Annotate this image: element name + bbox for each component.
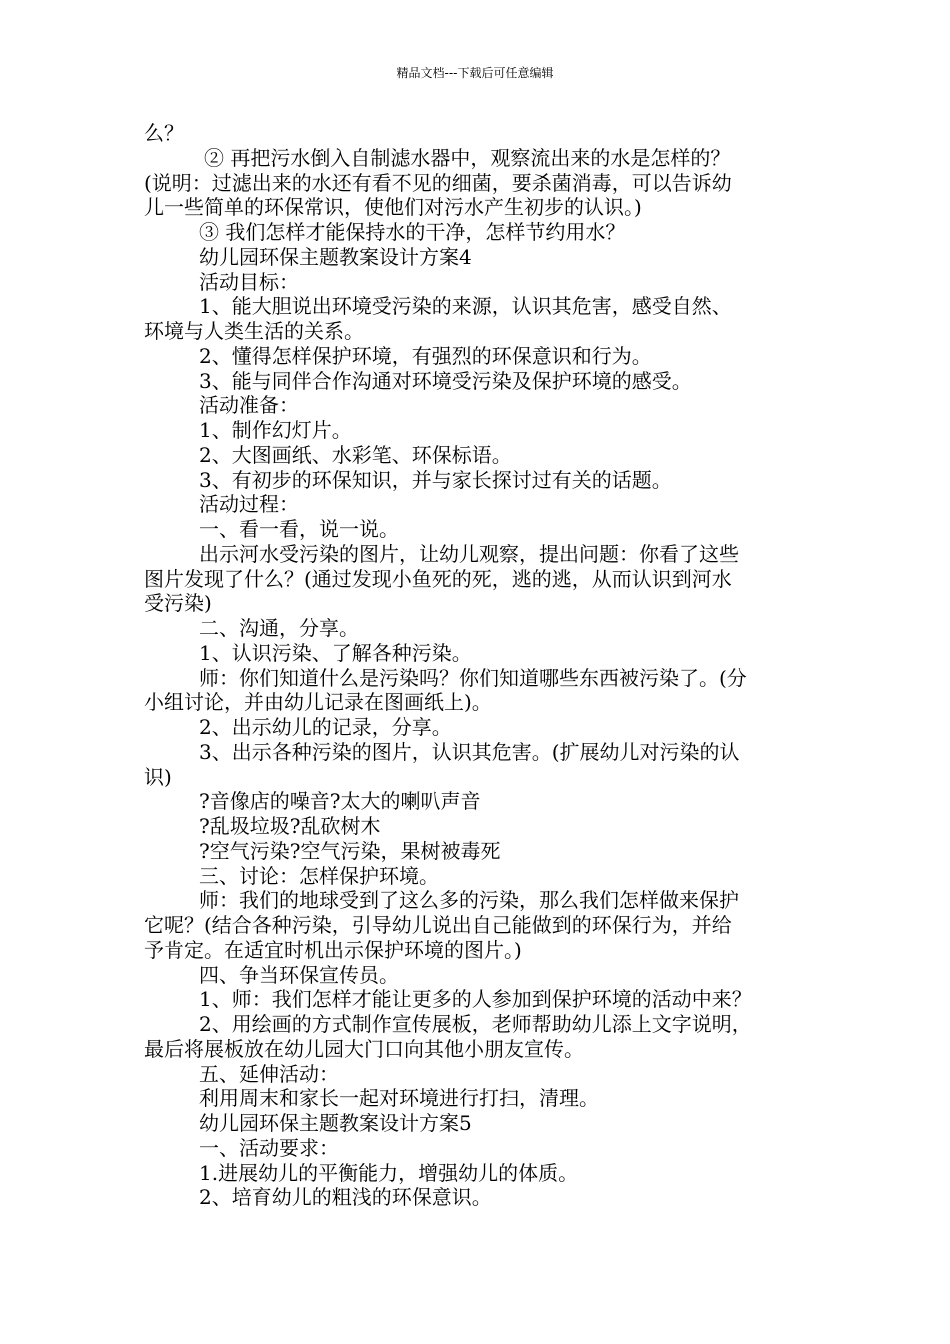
- text-line: 1、认识污染、了解各种污染。: [199, 640, 472, 665]
- text-line: 1、制作幻灯片。: [199, 418, 352, 442]
- text-line: 三、讨论：怎样保护环境。: [199, 863, 439, 888]
- text-line: ?乱圾垃圾?乱砍树木: [199, 814, 381, 838]
- text-line: 受污染): [144, 591, 212, 616]
- text-line: 么？: [144, 121, 184, 145]
- text-line: 1.进展幼儿的平衡能力，增强幼儿的体质。: [199, 1160, 579, 1185]
- text-line: 2、大图画纸、水彩笔、环保标语。: [199, 442, 512, 467]
- text-line: ?音像店的噪音?太大的喇叭声音: [199, 789, 481, 814]
- text-line: 它呢？(结合各种污染，引导幼儿说出自己能做到的环保行为，并给: [144, 913, 732, 937]
- text-line: 二、沟通，分享。: [199, 616, 359, 640]
- text-line: 活动目标：: [199, 269, 299, 294]
- text-line: 2、培育幼儿的粗浅的环保意识。: [199, 1185, 492, 1210]
- text-line: ?空气污染?空气污染，果树被毒死: [199, 838, 501, 863]
- text-line: 活动准备：: [199, 393, 299, 418]
- text-line: 小组讨论，并由幼儿记录在图画纸上)。: [144, 690, 492, 715]
- text-line: 2、出示幼儿的记录，分享。: [199, 715, 452, 739]
- text-line: 出示河水受污染的图片，让幼儿观察，提出问题：你看了这些: [199, 541, 739, 566]
- text-line: 幼儿园环保主题教案设计方案4: [199, 244, 472, 269]
- text-line: 2、懂得怎样保护环境，有强烈的环保意识和行为。: [199, 343, 652, 368]
- text-line: 2、用绘画的方式制作宣传展板，老师帮助幼儿添上文字说明，: [199, 1012, 752, 1036]
- page-header: 精品文档---下载后可任意编辑: [396, 66, 554, 80]
- text-line: 环境与人类生活的关系。: [144, 319, 364, 343]
- document-body: [144, 121, 816, 1210]
- text-line: ② 再把污水倒入自制滤水器中，观察流出来的水是怎样的？: [204, 145, 731, 170]
- text-line: 1、能大胆说出环境受污染的来源，认识其危害，感受自然、: [199, 294, 732, 319]
- text-line: 最后将展板放在幼儿园大门口向其他小朋友宣传。: [144, 1036, 584, 1061]
- text-line: 3、能与同伴合作沟通对环境受污染及保护环境的感受。: [199, 368, 692, 393]
- text-line: 识): [144, 764, 172, 789]
- text-line: 一、看一看，说一说。: [199, 517, 399, 541]
- text-line: 图片发现了什么？(通过发现小鱼死的死，逃的逃，从而认识到河水: [144, 566, 732, 591]
- text-line: 四、争当环保宣传员。: [199, 962, 399, 987]
- text-line: 一、活动要求：: [199, 1135, 339, 1160]
- text-line: 师：我们的地球受到了这么多的污染，那么我们怎样做来保护: [199, 888, 739, 913]
- text-line: 3、出示各种污染的图片，认识其危害。(扩展幼儿对污染的认: [199, 739, 740, 764]
- text-line: ③ 我们怎样才能保持水的干净，怎样节约用水？: [199, 220, 626, 244]
- text-line: 利用周末和家长一起对环境进行打扫，清理。: [199, 1086, 599, 1111]
- text-line: 五、延伸活动：: [199, 1061, 339, 1086]
- text-line: 幼儿园环保主题教案设计方案5: [199, 1111, 472, 1135]
- text-line: 活动过程：: [199, 492, 299, 517]
- text-line: 儿一些简单的环保常识，使他们对污水产生初步的认识。): [144, 195, 642, 220]
- text-line: 师：你们知道什么是污染吗？你们知道哪些东西被污染了。(分: [199, 665, 747, 690]
- text-line: 予肯定。在适宜时机出示保护环境的图片。): [144, 937, 522, 962]
- text-line: 3、有初步的环保知识，并与家长探讨过有关的话题。: [199, 467, 672, 492]
- text-line: 1、师：我们怎样才能让更多的人参加到保护环境的活动中来？: [199, 987, 752, 1012]
- text-line: (说明：过滤出来的水还有看不见的细菌，要杀菌消毒，可以告诉幼: [144, 170, 732, 195]
